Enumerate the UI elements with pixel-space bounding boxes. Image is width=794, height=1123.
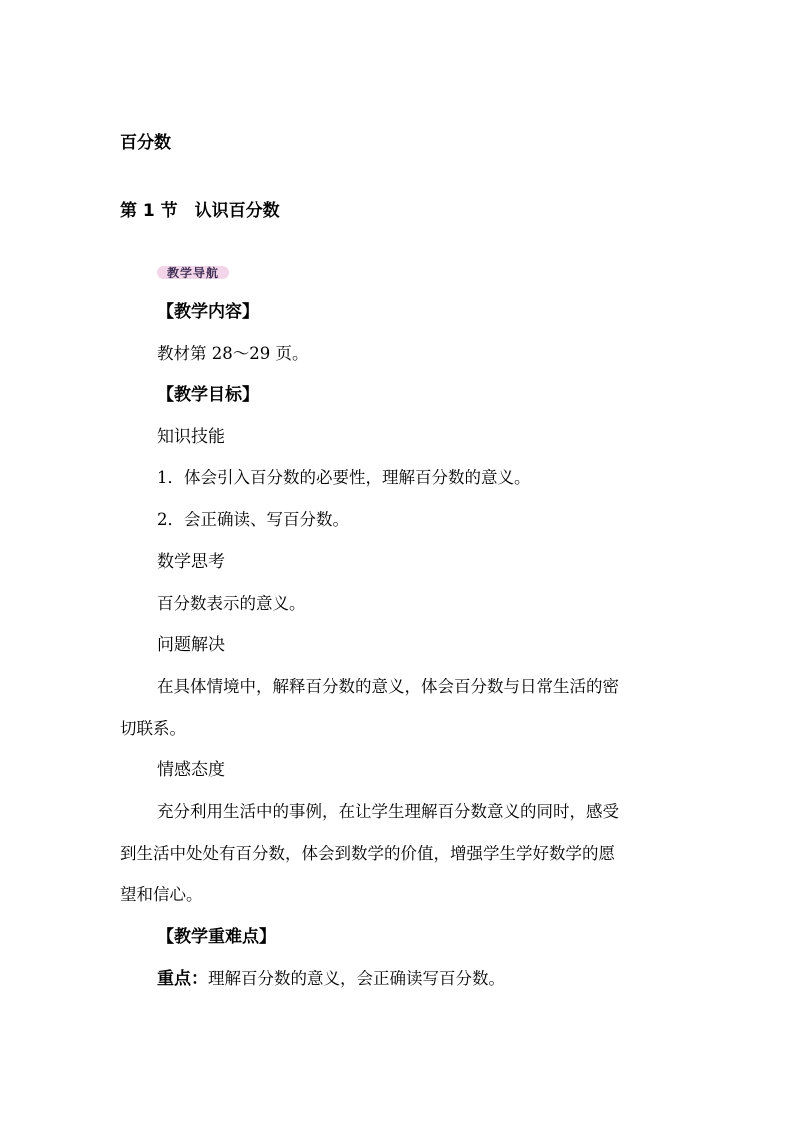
problem-solving-line-1: 在具体情境中，解释百分数的意义，体会百分数与日常生活的密 <box>157 677 619 696</box>
key-points-label: 重点： <box>157 969 208 989</box>
key-points-line <box>157 971 505 988</box>
teaching-guide-badge <box>157 263 229 283</box>
teaching-content-text: 教材第 28～29 页。 <box>157 344 309 363</box>
chapter-title: 百分数 <box>120 133 171 153</box>
teaching-content-heading: 【教学内容】 <box>157 302 259 322</box>
attitude-line-2: 到生活中处处有百分数，体会到数学的价值，增强学生学好数学的愿 <box>120 844 615 863</box>
badge-label: 教学导航 <box>166 266 219 280</box>
knowledge-skill-item-1: 1．体会引入百分数的必要性，理解百分数的意义。 <box>157 468 531 487</box>
knowledge-skills-heading: 知识技能 <box>157 427 225 447</box>
attitude-line-3: 望和信心。 <box>120 885 203 904</box>
teaching-goals-heading: 【教学目标】 <box>157 385 259 405</box>
knowledge-skill-item-2: 2．会正确读、写百分数。 <box>157 510 349 529</box>
key-points-text: 理解百分数的意义，会正确读写百分数。 <box>208 969 505 988</box>
math-thinking-heading: 数学思考 <box>157 552 225 572</box>
key-points-heading: 【教学重难点】 <box>157 927 276 947</box>
problem-solving-heading: 问题解决 <box>157 635 225 655</box>
problem-solving-line-2: 切联系。 <box>120 719 186 738</box>
attitude-line-1: 充分利用生活中的事例，在让学生理解百分数意义的同时，感受 <box>157 802 619 821</box>
attitude-heading: 情感态度 <box>157 760 225 780</box>
section-title: 第 1 节 认识百分数 <box>120 201 280 221</box>
math-thinking-text: 百分数表示的意义。 <box>157 594 306 613</box>
